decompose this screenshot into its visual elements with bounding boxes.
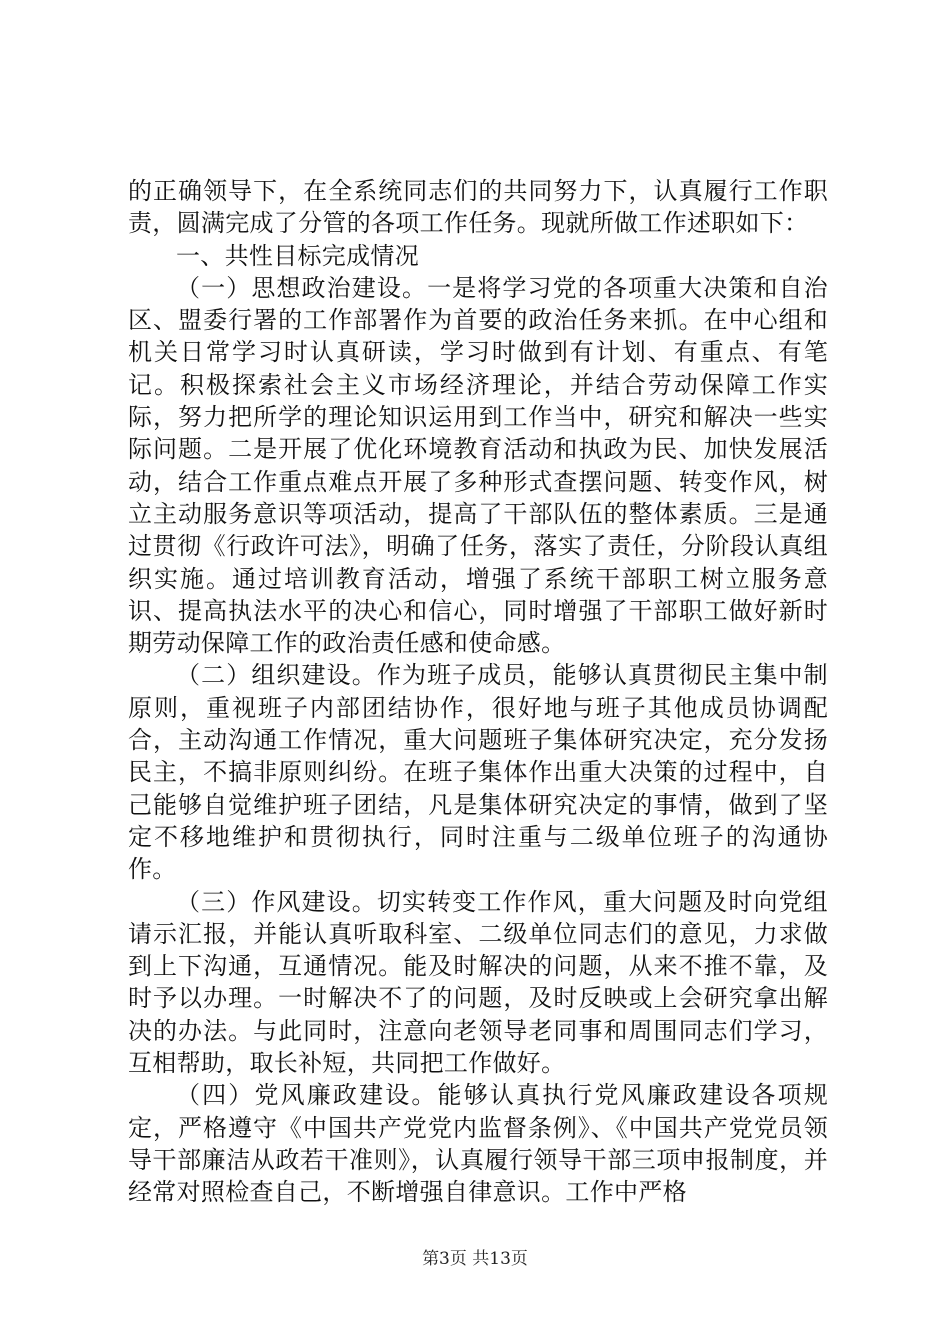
document-body xyxy=(128,175,828,1209)
paragraph-work-style-building: （三）作风建设。切实转变工作作风，重大问题及时向党组请示汇报，并能认真听取科室、二级单位同志们的意见，力求做到上下沟通，互通情况。能及时解决的问题，从来不推不靠，及时予以办理。一时解决不了的问题，及时反映或上会研究拿出解决的办法。与此同时，注意向老领导老同事和周围同志们学习，互相帮助，取长补短，共同把工作做好。 xyxy=(128,887,828,1078)
paragraph-organizational-building: （二）组织建设。作为班子成员，能够认真贯彻民主集中制原则，重视班子内部团结协作，很好地与班子其他成员协调配合，主动沟通工作情况，重大问题班子集体研究决定，充分发扬民主，不搞非原则纠纷。在班子集体作出重大决策的过程中，自己能够自觉维护班子团结，凡是集体研究决定的事情，做到了坚定不移地维护和贯彻执行，同时注重与二级单位班子的沟通协作。 xyxy=(128,661,828,884)
paragraph-ideological-building: （一）思想政治建设。一是将学习党的各项重大决策和自治区、盟委行署的工作部署作为首要的政治任务来抓。在中心组和机关日常学习时认真研读，学习时做到有计划、有重点、有笔记。积极探索社会主义市场经济理论，并结合劳动保障工作实际，努力把所学的理论知识运用到工作当中，研究和解决一些实际问题。二是开展了优化环境教育活动和执政为民、加快发展活动，结合工作重点难点开展了多种形式查摆问题、转变作风，树立主动服务意识等项活动，提高了干部队伍的整体素质。三是通过贯彻《行政许可法》，明确了任务，落实了责任，分阶段认真组织实施。通过培训教育活动，增强了系统干部职工树立服务意识、提高执法水平的决心和信心，同时增强了干部职工做好新时期劳动保障工作的政治责任感和使命感。 xyxy=(128,273,828,658)
paragraph-continuation: 的正确领导下，在全系统同志们的共同努力下，认真履行工作职责，圆满完成了分管的各项工作任务。现就所做工作述职如下： xyxy=(128,177,828,238)
page-number-label: 第3页 共13页 xyxy=(422,1249,528,1269)
paragraph-clean-government-building: （四）党风廉政建设。能够认真执行党风廉政建设各项规定，严格遵守《中国共产党党内监督条例》、《中国共产党党员领导干部廉洁从政若干准则》，认真履行领导干部三项申报制度，并经常对照检查自己，不断增强自律意识。工作中严格 xyxy=(128,1081,828,1207)
section-heading: 一、共性目标完成情况 xyxy=(176,241,419,270)
page-footer xyxy=(0,1244,950,1269)
